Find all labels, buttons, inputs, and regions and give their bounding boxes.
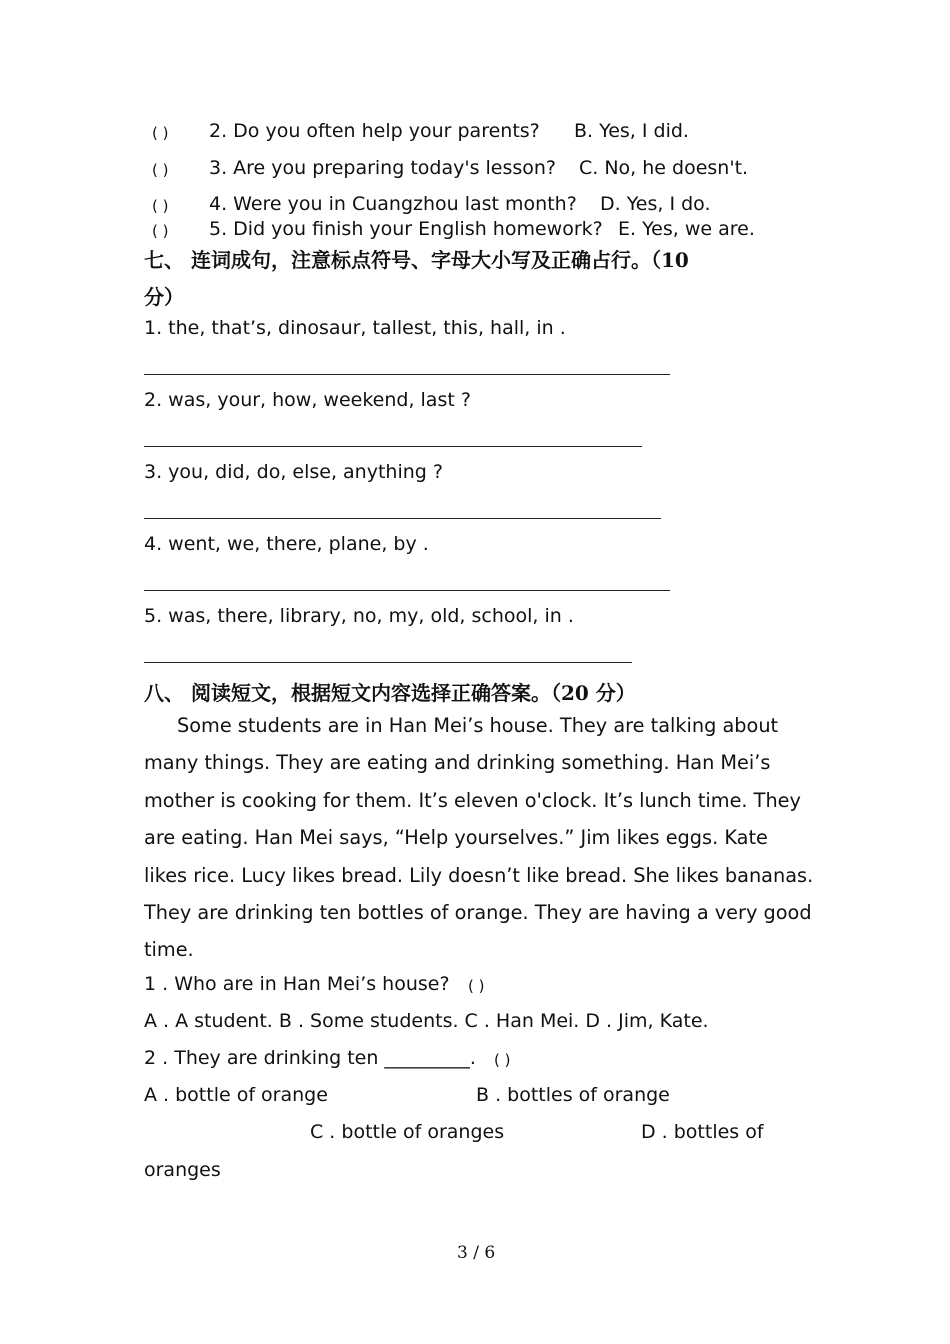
question-1-options: A . A student. B . Some students. C . Han Mei. D . Jim, Kate. [144,1010,709,1032]
passage-text: Some students are in Han Mei’s house. They are talking about many things. They are eating and drinking something. Han Mei’s mother is cooking for them. It’s eleven o'clock. It’s lunch time. They are eating. Han Mei says, “Help yourselves.” Jim likes eggs. Kate likes rice. Lucy likes bread. Lily doesn’t like bread. She likes bananas. They are drinking ten bottles of orange. They are having a very good time. [144,714,814,962]
answer-line[interactable] [144,446,642,447]
page-number: 3 / 6 [457,1243,496,1263]
matching-question: 3. Are you preparing today's lesson? [209,157,557,179]
question-2: 2 . They are drinking ten _________. [144,1047,476,1069]
section-heading: 七、 连词成句，注意标点符号、字母大小写及正确占行。（10 [144,248,689,272]
option-c: C . bottle of oranges [310,1121,505,1143]
answer-line[interactable] [144,590,670,591]
matching-answer: E. Yes, we are. [618,218,755,240]
question-1: 1 . Who are in Han Mei’s house? [144,973,450,995]
matching-question: 2. Do you often help your parents? [209,120,540,142]
answer-paren[interactable]: ( ) [152,197,169,215]
matching-answer: D. Yes, I do. [600,193,711,215]
scrambled-sentence: 2. was, your, how, weekend, last ? [144,389,471,411]
reading-passage [144,707,814,969]
answer-paren[interactable]: ( ) [468,977,485,995]
section-heading: 八、 阅读短文，根据短文内容选择正确答案。（20 分） [144,681,636,705]
scrambled-sentence: 4. went, we, there, plane, by . [144,533,429,555]
matching-question: 5. Did you finish your English homework? [209,218,603,240]
matching-question: 4. Were you in Cuangzhou last month? [209,193,577,215]
answer-paren[interactable]: ( ) [152,222,169,240]
option-d: D . bottles of [641,1121,764,1143]
answer-line[interactable] [144,662,632,663]
matching-answer: B. Yes, I did. [574,120,689,142]
answer-paren[interactable]: ( ) [152,124,169,142]
option-b: B . bottles of orange [476,1084,670,1106]
scrambled-sentence: 3. you, did, do, else, anything ? [144,461,443,483]
answer-paren[interactable]: ( ) [152,161,169,179]
answer-line[interactable] [144,518,661,519]
option-d-continued: oranges [144,1159,221,1181]
scrambled-sentence: 1. the, that’s, dinosaur, tallest, this, hall, in . [144,317,566,339]
answer-paren[interactable]: ( ) [494,1051,511,1069]
answer-line[interactable] [144,374,670,375]
option-a: A . bottle of orange [144,1084,328,1106]
matching-answer: C. No, he doesn't. [579,157,749,179]
scrambled-sentence: 5. was, there, library, no, my, old, school, in . [144,605,574,627]
section-heading-continued: 分） [144,285,184,309]
